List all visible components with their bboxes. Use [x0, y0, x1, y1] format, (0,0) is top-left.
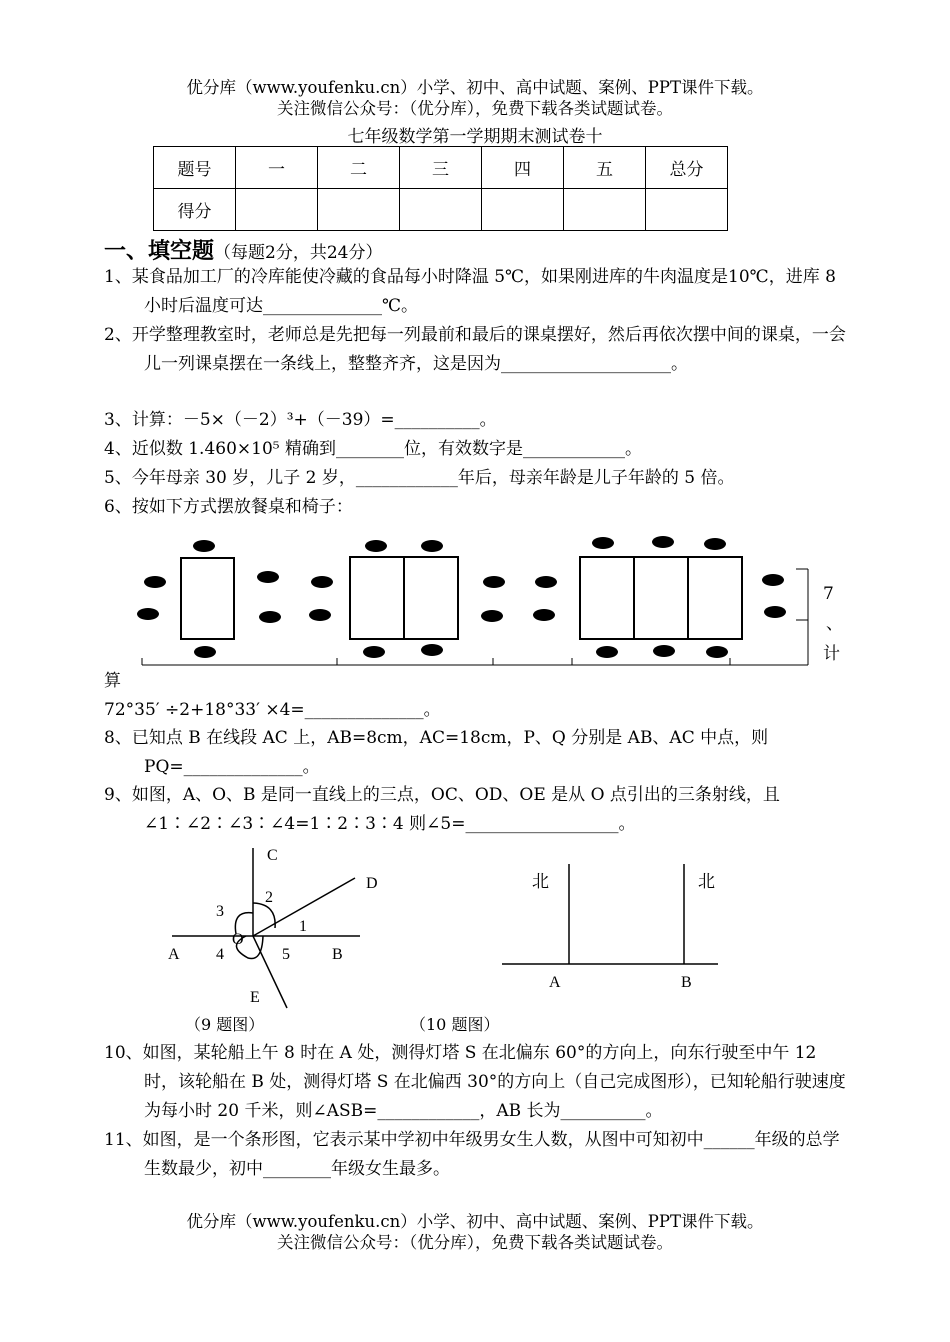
section-1-heading: [104, 234, 382, 265]
question-7-marker-ji: 计: [823, 644, 840, 664]
score-cell: 五: [564, 147, 646, 189]
score-cell: 二: [318, 147, 400, 189]
score-blank: [400, 189, 482, 231]
question-6: 6、按如下方式摆放餐桌和椅子：: [104, 497, 353, 517]
fig9-caption: （9 题图）: [185, 1015, 265, 1034]
question-7-marker-comma: 、: [826, 614, 843, 634]
score-blank: [318, 189, 400, 231]
tables-chairs-figure: [0, 525, 950, 675]
question-1: 1、某食品加工厂的冷库能使冷藏的食品每小时降温 5℃，如果刚进库的牛肉温度是10℃，进库 8 小时后温度可达______________℃。: [104, 267, 836, 316]
score-blank: [646, 189, 728, 231]
question-5: 5、今年母亲 30 岁，儿子 2 岁，____________年后，母亲年龄是儿子年龄的 5 倍。: [104, 468, 735, 488]
score-cell: 四: [482, 147, 564, 189]
fig10-label-b: B: [681, 974, 692, 991]
score-cell: 三: [400, 147, 482, 189]
fig9-label-d: D: [366, 875, 378, 892]
question-3: 3、计算：－5×（－2）³+（－39）=__________。: [104, 410, 497, 430]
question-2: 2、开学整理教室时，老师总是先把每一列最前和最后的课桌摆好，然后再依次摆中间的课桌，一会儿一列课桌摆在一条线上，整整齐齐，这是因为____________________。: [104, 325, 846, 374]
header-line-2: 关注微信公众号：（优分库），免费下载各类试题试卷。: [277, 99, 673, 118]
fig10-north-b: 北: [698, 872, 715, 891]
question-11: 11、如图，是一个条形图，它表示某中学初中年级男女生人数，从图中可知初中______年级的总学生数最少，初中________年级女生最多。: [104, 1130, 840, 1179]
fig9-label-c: C: [267, 847, 278, 864]
question-8: 8、已知点 B 在线段 AC 上，AB=8cm，AC=18cm，P、Q 分别是 AB、AC 中点，则 PQ=______________。: [104, 728, 769, 777]
fig9-angle-1: 1: [299, 918, 307, 935]
fig9-label-e: E: [250, 989, 260, 1006]
figure-10: [490, 850, 740, 1000]
score-cell: 一: [236, 147, 318, 189]
score-table: [153, 146, 728, 231]
question-7-marker-7: 7: [823, 584, 834, 604]
fig9-angle-3: 3: [216, 903, 224, 920]
header-line-1: 优分库（www.youfenku.cn）小学、初中、高中试题、案例、PPT课件下载。: [186, 78, 764, 97]
fig10-caption: （10 题图）: [410, 1015, 500, 1034]
question-10: 10、如图，某轮船上午 8 时在 A 处，测得灯塔 S 在北偏东 60°的方向上，向东行驶至中午 12 时，该轮船在 B 处，测得灯塔 S 在北偏西 30°的方向上（自己完成图形），已知轮船行驶速度为每小时 20 千米，则∠ASB=____________，AB 长为__________。: [104, 1043, 846, 1121]
question-7-line-a: 算: [104, 671, 121, 691]
fig10-north-a: 北: [532, 872, 549, 891]
score-cell: 题号: [154, 147, 236, 189]
footer-line-1: 优分库（www.youfenku.cn）小学、初中、高中试题、案例、PPT课件下载。: [186, 1212, 764, 1231]
fig9-label-a: A: [168, 946, 180, 963]
fig9-angle-5: 5: [282, 946, 290, 963]
question-7-line-b: 72°35′ ÷2+18°33′ ×4=______________。: [104, 700, 441, 720]
score-blank: [564, 189, 646, 231]
score-cell: 总分: [646, 147, 728, 189]
score-table-header-row: [154, 147, 728, 189]
score-blank: [236, 189, 318, 231]
section-1-title: 一、填空题: [104, 239, 215, 264]
score-blank: [482, 189, 564, 231]
score-table-score-row: [154, 189, 728, 231]
exam-title: 七年级数学第一学期期末测试卷十: [347, 127, 603, 147]
fig10-label-a: A: [549, 974, 561, 991]
question-9: 9、如图，A、O、B 是同一直线上的三点，OC、OD、OE 是从 O 点引出的三条射线，且∠1∶∠2∶∠3∶∠4=1∶2∶3∶4 则∠5=__________________。: [104, 785, 780, 834]
score-row-label: 得分: [154, 189, 236, 231]
fig9-label-b: B: [332, 946, 343, 963]
question-4: 4、近似数 1.460×10⁵ 精确到________位，有效数字是____________。: [104, 439, 642, 459]
section-1-note: （每题2分，共24分）: [214, 243, 383, 263]
footer-line-2: 关注微信公众号：（优分库），免费下载各类试题试卷。: [277, 1233, 673, 1252]
figure-9: [150, 838, 400, 1038]
fig9-angle-2: 2: [265, 889, 273, 906]
fig9-label-o: O: [232, 931, 244, 948]
fig9-angle-4: 4: [216, 946, 224, 963]
